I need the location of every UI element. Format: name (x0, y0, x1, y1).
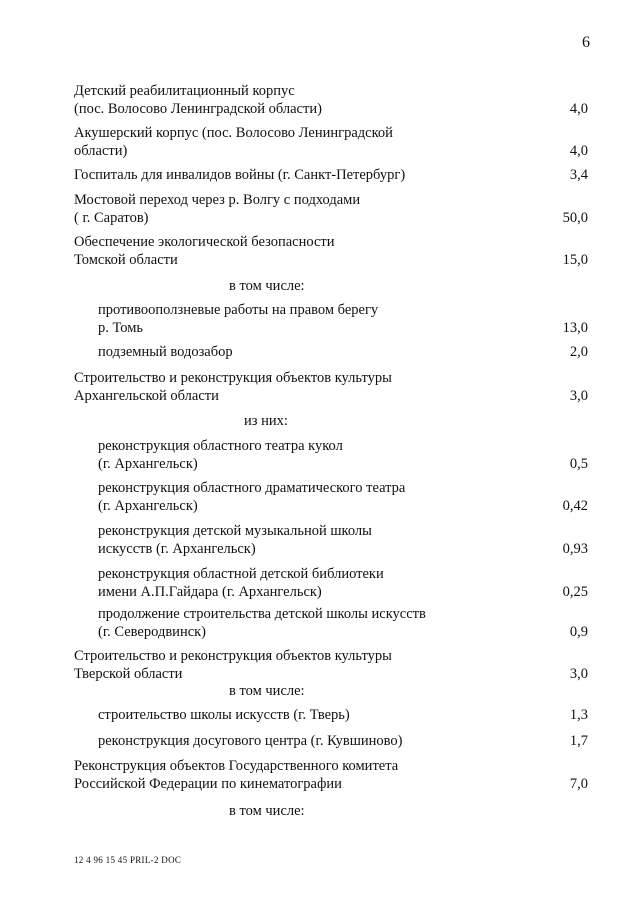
section-heading: в том числе: (229, 278, 305, 294)
item-text (98, 301, 518, 337)
item-line: имени А.П.Гайдара (г. Архангельск) (98, 584, 322, 600)
item-line: противооползневые работы на правом берегу (98, 302, 379, 318)
page-number: 6 (582, 34, 590, 51)
list-item (74, 82, 588, 118)
item-value: 1,3 (569, 707, 588, 723)
list-item (74, 124, 588, 160)
item-value: 3,0 (569, 666, 588, 682)
list-item (74, 233, 588, 269)
list-item (98, 565, 588, 601)
item-value: 7,0 (569, 776, 588, 792)
item-text (74, 369, 494, 405)
item-line: реконструкция областного театра кукол (98, 438, 343, 454)
item-value: 3,4 (569, 167, 588, 183)
item-text (98, 565, 518, 601)
item-text (74, 757, 494, 793)
item-line: Обеспечение экологической безопасности (74, 234, 335, 250)
list-item (98, 605, 588, 641)
item-value: 15,0 (562, 252, 588, 268)
item-text (74, 82, 494, 118)
item-line: реконструкция областного драматического театра (98, 480, 406, 496)
section-heading: в том числе: (229, 683, 305, 699)
item-line: продолжение строительства детской школы искусств (98, 606, 426, 622)
item-value: 4,0 (569, 143, 588, 159)
item-value: 1,7 (569, 733, 588, 749)
item-text (98, 605, 518, 641)
list-item (98, 437, 588, 473)
item-line: строительство школы искусств (г. Тверь) (98, 707, 350, 723)
document-footer: 12 4 96 15 45 PRIL-2 DOC (74, 855, 182, 865)
item-value: 0,9 (569, 624, 588, 640)
item-line: Российской Федерации по кинематографии (74, 776, 342, 792)
list-item (74, 647, 588, 683)
item-value: 0,5 (569, 456, 588, 472)
list-item (74, 191, 588, 227)
list-item (98, 732, 588, 750)
item-value: 50,0 (562, 210, 588, 226)
item-line: Акушерский корпус (пос. Волосово Ленинградской (74, 125, 393, 141)
item-line: (г. Архангельск) (98, 498, 198, 514)
item-line: ( г. Саратов) (74, 210, 149, 226)
item-value: 13,0 (562, 320, 588, 336)
item-value: 0,93 (562, 541, 588, 557)
item-text (74, 647, 494, 683)
item-line: (пос. Волосово Ленинградской области) (74, 101, 322, 117)
item-value: 4,0 (569, 101, 588, 117)
item-text (98, 479, 518, 515)
item-value: 0,42 (562, 498, 588, 514)
item-value: 2,0 (569, 344, 588, 360)
list-item (74, 757, 588, 793)
item-line: Строительство и реконструкция объектов культуры (74, 370, 392, 386)
item-value: 3,0 (569, 388, 588, 404)
item-line: Госпиталь для инвалидов войны (г. Санкт-Петербург) (74, 167, 406, 183)
item-text (98, 343, 518, 361)
item-line: (г. Северодвинск) (98, 624, 207, 640)
item-value: 0,25 (562, 584, 588, 600)
item-text (98, 522, 518, 558)
list-item (98, 301, 588, 337)
item-line: Мостовой переход через р. Волгу с подходами (74, 192, 361, 208)
item-line: Архангельской области (74, 388, 219, 404)
list-item (74, 369, 588, 405)
item-line: (г. Архангельск) (98, 456, 198, 472)
item-line: Реконструкция объектов Государственного комитета (74, 758, 399, 774)
item-text (98, 732, 518, 750)
item-text (74, 233, 494, 269)
list-item (98, 706, 588, 724)
list-item (98, 343, 588, 361)
list-item (98, 522, 588, 558)
item-line: реконструкция областной детской библиотеки (98, 566, 384, 582)
item-line: области) (74, 143, 128, 159)
item-line: подземный водозабор (98, 344, 233, 360)
item-text (98, 437, 518, 473)
item-line: р. Томь (98, 320, 144, 336)
list-item (98, 479, 588, 515)
item-line: реконструкция детской музыкальной школы (98, 523, 372, 539)
list-item (74, 166, 588, 184)
item-text (74, 166, 494, 184)
item-line: искусств (г. Архангельск) (98, 541, 256, 557)
item-line: Детский реабилитационный корпус (74, 83, 295, 99)
item-line: реконструкция досугового центра (г. Кувшиново) (98, 733, 403, 749)
item-line: Тверской области (74, 666, 183, 682)
section-heading: в том числе: (229, 803, 305, 819)
item-text (74, 124, 494, 160)
item-text (98, 706, 518, 724)
section-heading: из них: (244, 413, 288, 429)
item-line: Томской области (74, 252, 178, 268)
item-text (74, 191, 494, 227)
item-line: Строительство и реконструкция объектов культуры (74, 648, 392, 664)
